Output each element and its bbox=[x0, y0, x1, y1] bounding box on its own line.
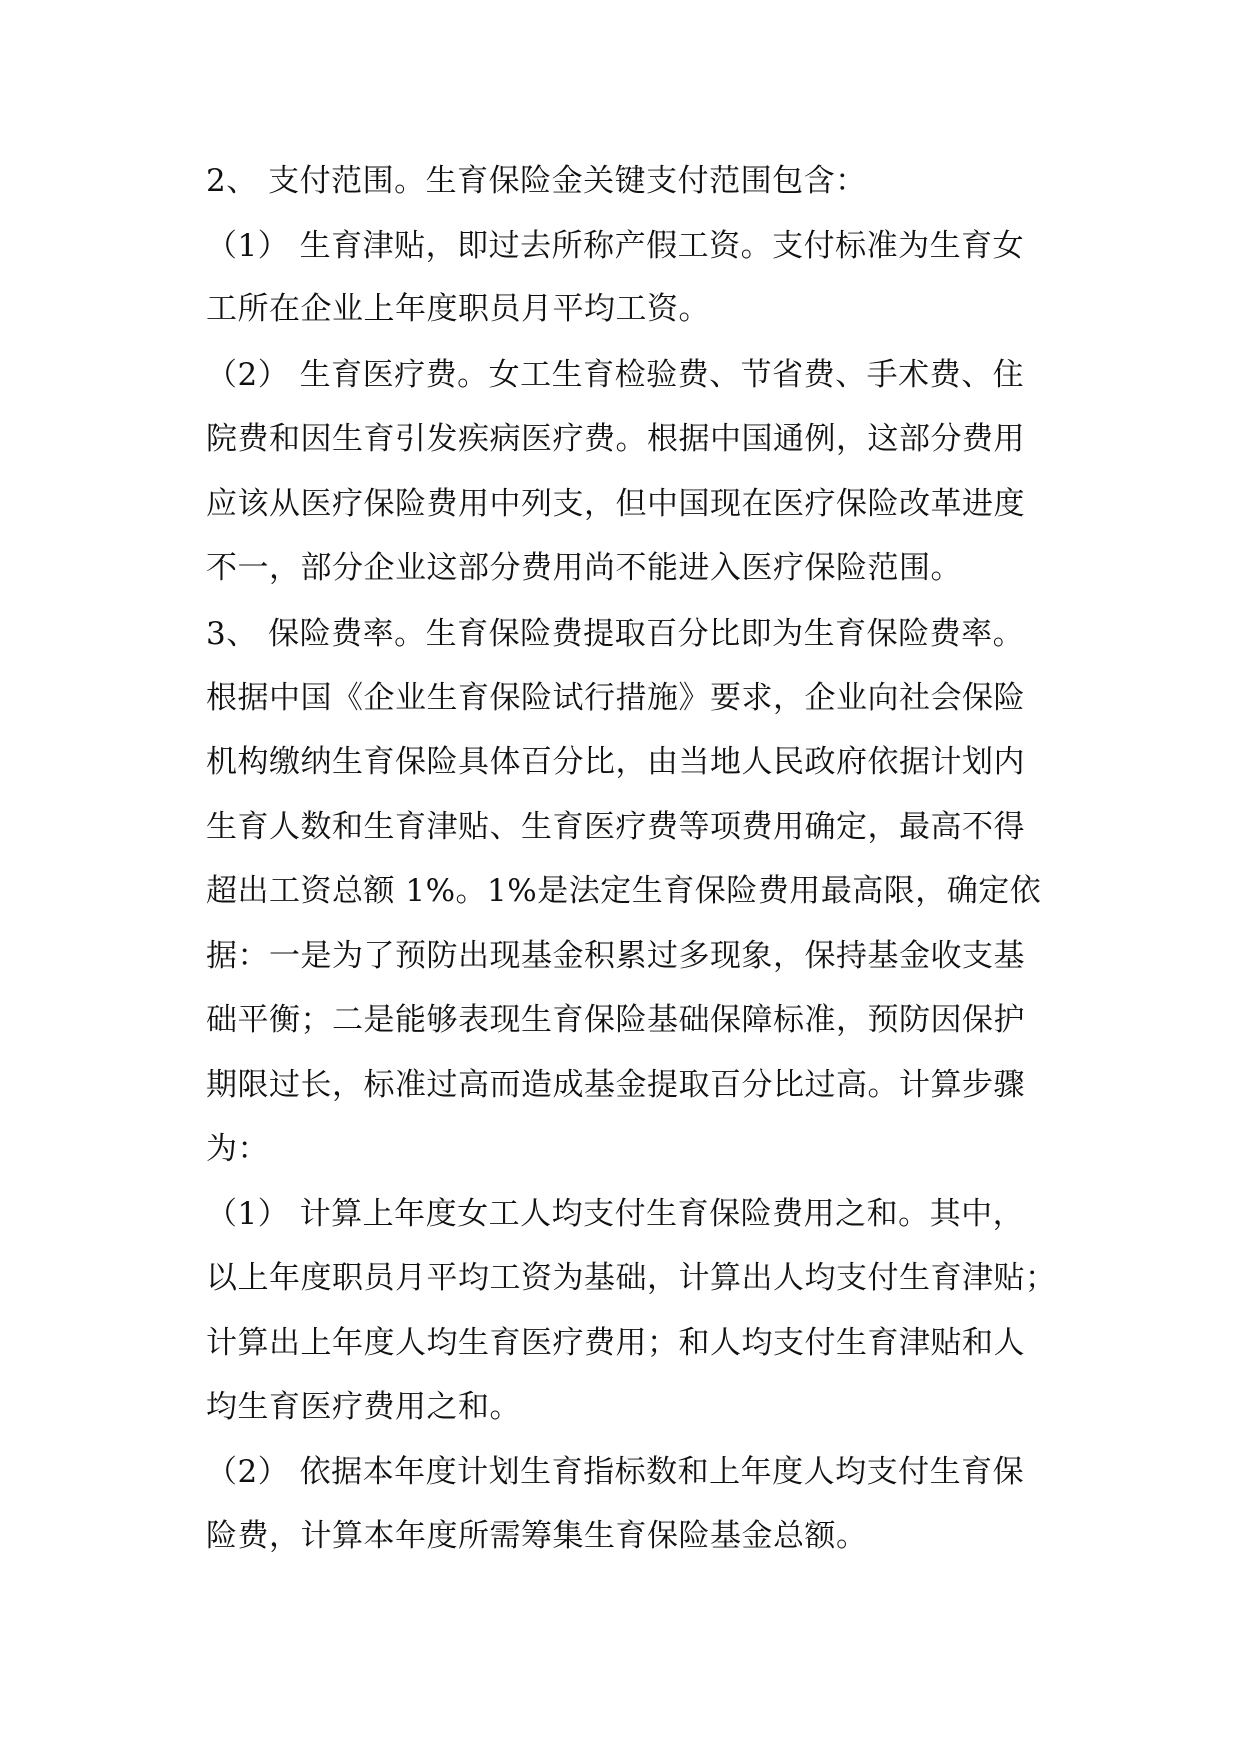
text-line: 以上年度职员月平均工资为基础，计算出人均支付生育津贴； bbox=[206, 1260, 1057, 1296]
text-line: 院费和因生育引发疾病医疗费。根据中国通例，这部分费用 bbox=[206, 421, 1025, 457]
text-line: （2） 生育医疗费。女工生育检验费、节省费、手术费、住 bbox=[206, 357, 1025, 393]
text-line: 均生育医疗费用之和。 bbox=[206, 1389, 521, 1425]
text-line: 据：一是为了预防出现基金积累过多现象，保持基金收支基 bbox=[206, 938, 1025, 974]
text-line: 应该从医疗保险费用中列支，但中国现在医疗保险改革进度 bbox=[206, 486, 1025, 522]
text-line: 生育人数和生育津贴、生育医疗费等项费用确定，最高不得 bbox=[206, 809, 1025, 845]
text-line: 为： bbox=[206, 1131, 269, 1167]
text-line: 根据中国《企业生育保险试行措施》要求，企业向社会保险 bbox=[206, 680, 1025, 716]
text-line: 计算出上年度人均生育医疗费用；和人均支付生育津贴和人 bbox=[206, 1325, 1025, 1361]
text-line: 期限过长，标准过高而造成基金提取百分比过高。计算步骤 bbox=[206, 1067, 1025, 1103]
text-line: 3、 保险费率。生育保险费提取百分比即为生育保险费率。 bbox=[206, 616, 1025, 652]
text-line: （1） 生育津贴，即过去所称产假工资。支付标准为生育女 bbox=[206, 228, 1025, 264]
text-line: 2、 支付范围。生育保险金关键支付范围包含： bbox=[206, 163, 867, 199]
text-line: 不一，部分企业这部分费用尚不能进入医疗保险范围。 bbox=[206, 550, 962, 586]
text-line: 础平衡；二是能够表现生育保险基础保障标准，预防因保护 bbox=[206, 1002, 1025, 1038]
text-line: 工所在企业上年度职员月平均工资。 bbox=[206, 291, 710, 327]
text-line: 险费，计算本年度所需筹集生育保险基金总额。 bbox=[206, 1518, 868, 1554]
text-line: 机构缴纳生育保险具体百分比，由当地人民政府依据计划内 bbox=[206, 744, 1025, 780]
text-line: （2） 依据本年度计划生育指标数和上年度人均支付生育保 bbox=[206, 1454, 1025, 1490]
text-line: 超出工资总额 1%。1%是法定生育保险费用最高限，确定依 bbox=[206, 873, 1042, 909]
text-line: （1） 计算上年度女工人均支付生育保险费用之和。其中， bbox=[206, 1196, 1025, 1232]
